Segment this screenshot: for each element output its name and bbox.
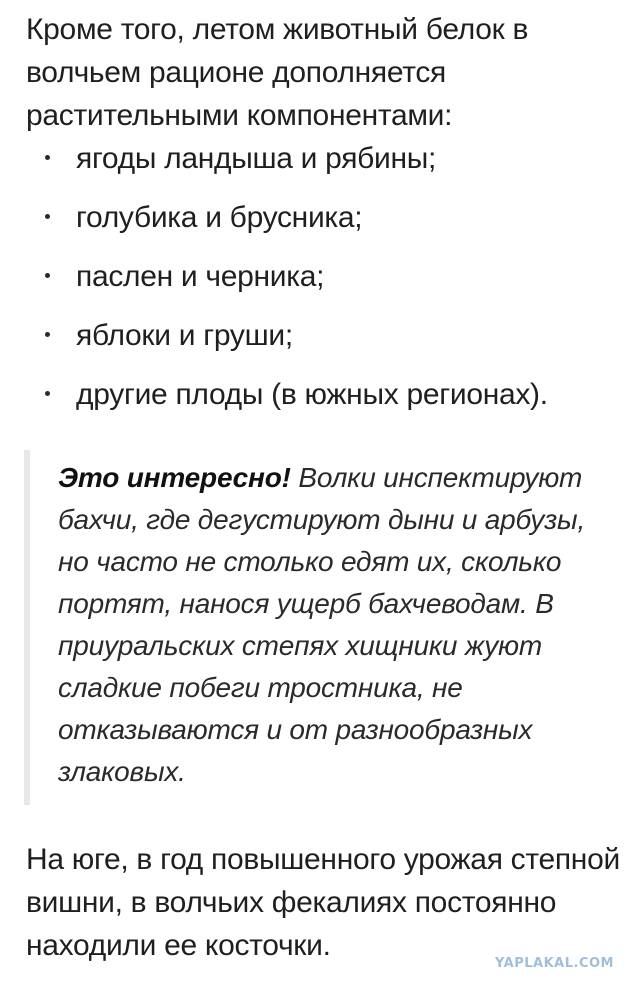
list-item-text: другие плоды (в южных регионах). — [76, 378, 548, 411]
bullet-icon — [45, 332, 50, 337]
list-item-text: яблоки и груши; — [76, 319, 293, 352]
bullet-icon — [45, 273, 50, 278]
south-paragraph: На юге, в год повышенного урожая степной вишни, в волчьих фекалиях постоянно находили ее косточки. — [26, 843, 620, 962]
site-watermark: YAPLAKAL.COM — [495, 956, 614, 971]
blockquote-text — [58, 457, 618, 793]
intro-paragraph: Кроме того, летом животный белок в волчьем рационе дополняется растительными компонентами: — [26, 13, 529, 132]
interesting-fact-blockquote — [24, 450, 630, 805]
bullet-icon — [45, 155, 50, 160]
blockquote-lead: Это интересно! — [58, 462, 291, 493]
list-item-text: голубика и брусника; — [76, 201, 363, 234]
blockquote-body: Волки инспектируют бахчи, где дегустируют дыни и арбузы, но часто не столько едят их, сколько портят, нанося ущерб бахчеводам. В приуральских степях хищники жуют сладкие побеги тростника, не отказываются и от разнообразных злаковых. — [58, 462, 586, 787]
bullet-icon — [45, 391, 50, 396]
list-item-text: ягоды ландыша и рябины; — [76, 142, 437, 175]
list-item-text: паслен и черника; — [76, 260, 325, 293]
bullet-icon — [45, 214, 50, 219]
